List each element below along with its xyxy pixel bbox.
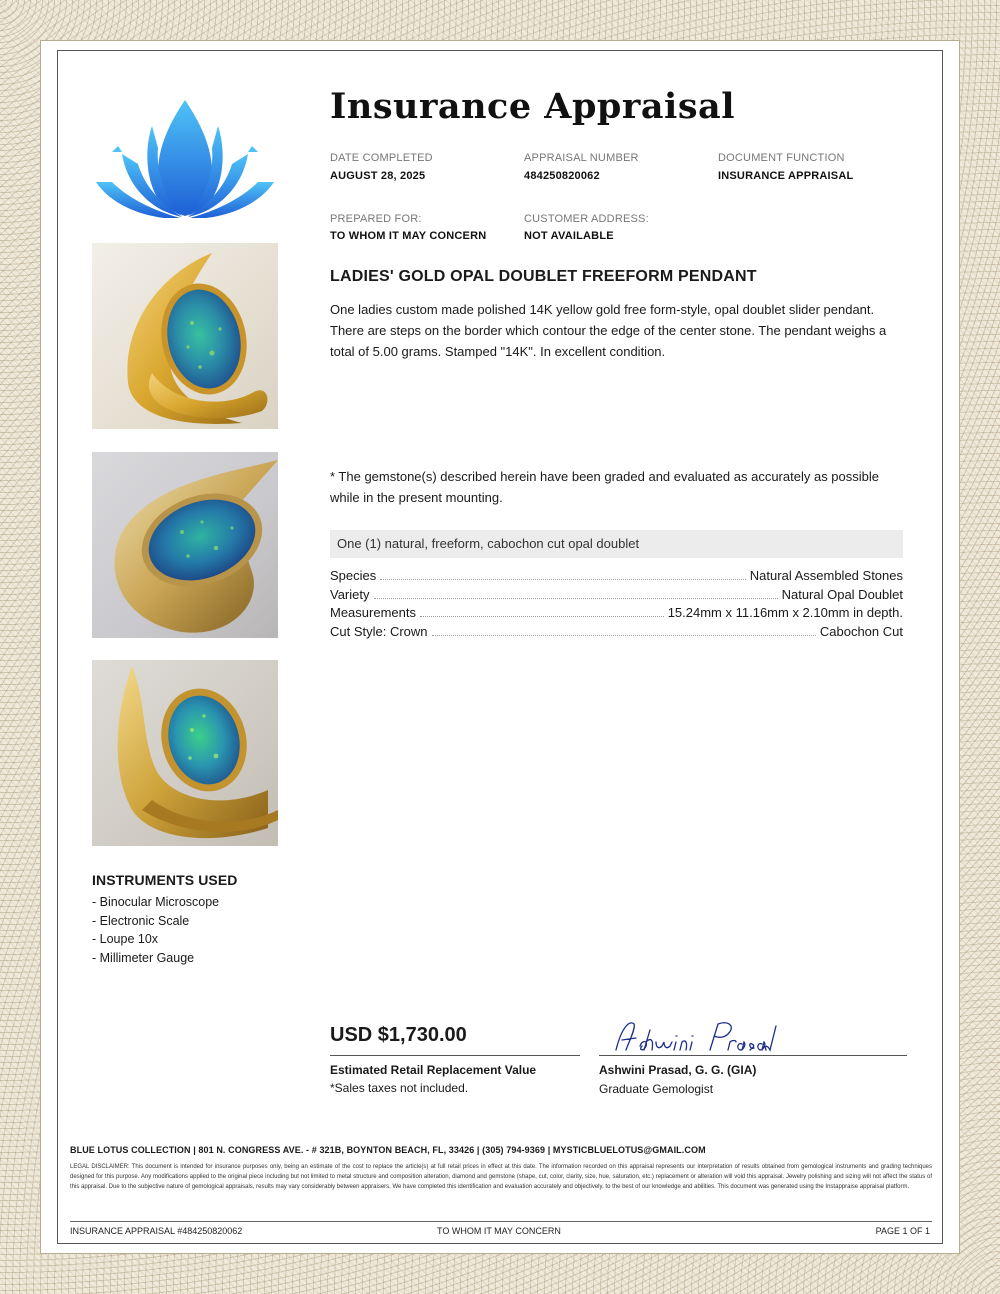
footer-recipient: TO WHOM IT MAY CONCERN: [437, 1226, 561, 1236]
item-description: One ladies custom made polished 14K yellow gold free form-style, opal doublet slider pendant. There are steps on the border which contour the edge of the center stone. The pendant weighs a total of 5.00 grams. Stamped "14K". In excellent condition.: [330, 302, 887, 359]
instruments-title: INSTRUMENTS USED: [92, 872, 238, 888]
spec-value: Natural Opal Doublet: [781, 587, 903, 602]
spec-label: Cut Style: Crown: [330, 624, 428, 639]
legal-disclaimer: LEGAL DISCLAIMER: This document is intended for insurance purposes only, being an estimate of the cost to replace the article(s) at full retail prices in effect at this date. The information recorded on this appraisal represents our interpretation of results obtained from gemological instruments and grading techniques designed for this purpose. Any modifications applied to the original piece including but not limited to metal structure and composition alteration, diamond and gemstone (shape, cut, color, clarity, size, hue, saturation, etc.) replacement or alteration will void this appraisal. Jewelry polishing and sizing will not affect the status of this appraisal. Due to the subjective nature of gemological appraisals, results may vary considerably between appraisers. We have completed this identification and evaluation accurately and objectively, to the best of our knowledge and abilities. This document was generated using the Instappraise appraisal platform.: [70, 1164, 932, 1190]
gemstone-note: * The gemstone(s) described herein have been graded and evaluated as accurately as possible while in the present mounting.: [330, 469, 879, 505]
spec-value: 15.24mm x 11.16mm x 2.10mm in depth.: [667, 605, 903, 620]
prepared-for-value: TO WHOM IT MAY CONCERN: [330, 230, 487, 242]
footer-page-number: PAGE 1 OF 1: [875, 1226, 930, 1236]
tax-note: *Sales taxes not included.: [330, 1081, 469, 1095]
signature-divider: [599, 1055, 907, 1056]
spec-row-variety: [330, 587, 903, 605]
instruments-list: [92, 893, 219, 968]
instrument-item: - Binocular Microscope: [92, 895, 220, 909]
appraisal-number-label: APPRAISAL NUMBER: [524, 152, 639, 164]
date-completed-label: DATE COMPLETED: [330, 152, 433, 164]
customer-address-value: NOT AVAILABLE: [524, 230, 614, 242]
document-function-label: DOCUMENT FUNCTION: [718, 152, 845, 164]
document-title: Insurance Appraisal: [330, 86, 735, 127]
pendant-photo-front: [92, 243, 278, 429]
spec-label: Measurements: [330, 605, 416, 620]
spec-value: Cabochon Cut: [819, 624, 903, 639]
stone-summary: One (1) natural, freeform, cabochon cut opal doublet: [330, 530, 903, 558]
instrument-item: - Electronic Scale: [92, 913, 190, 928]
spec-leader: [374, 598, 778, 599]
spec-label: Species: [330, 568, 377, 583]
spec-row-cut-style: [330, 624, 903, 642]
spec-value: Natural Assembled Stones: [749, 568, 903, 583]
item-title: LADIES' GOLD OPAL DOUBLET FREEFORM PENDANT: [330, 268, 757, 285]
spec-leader: [380, 579, 746, 580]
spec-row-species: [330, 568, 903, 586]
value-divider: [330, 1055, 580, 1056]
pendant-photo-angle: [92, 452, 278, 638]
footer-document-id: INSURANCE APPRAISAL #484250820062: [70, 1226, 243, 1236]
pendant-photo-side: [92, 660, 278, 846]
instrument-item: - Millimeter Gauge: [92, 951, 195, 966]
spec-label: Variety: [330, 587, 370, 602]
appraiser-signature: [610, 1016, 790, 1058]
spec-row-measurements: [330, 605, 903, 623]
spec-leader: [420, 616, 664, 617]
customer-address-label: CUSTOMER ADDRESS:: [524, 213, 649, 225]
instrument-item: - Loupe 10x: [92, 932, 159, 947]
date-completed-value: AUGUST 28, 2025: [330, 170, 426, 182]
appraiser-title: Graduate Gemologist: [599, 1082, 714, 1096]
value-caption: Estimated Retail Replacement Value: [330, 1063, 537, 1077]
footer-divider: [70, 1221, 932, 1222]
appraisal-number-value: 484250820062: [524, 170, 600, 182]
document-function-value: INSURANCE APPRAISAL: [718, 170, 854, 182]
company-info: BLUE LOTUS COLLECTION | 801 N. CONGRESS AVE. - # 321B, BOYNTON BEACH, FL, 33426 | (305) 794-9369 | MYSTICBLUELOTUS@GMAIL.COM: [70, 1145, 706, 1155]
appraised-value: USD $1,730.00: [330, 1024, 467, 1046]
spec-leader: [432, 635, 816, 636]
appraiser-name: Ashwini Prasad, G. G. (GIA): [599, 1063, 757, 1077]
prepared-for-label: PREPARED FOR:: [330, 213, 422, 225]
lotus-logo: [92, 92, 278, 220]
